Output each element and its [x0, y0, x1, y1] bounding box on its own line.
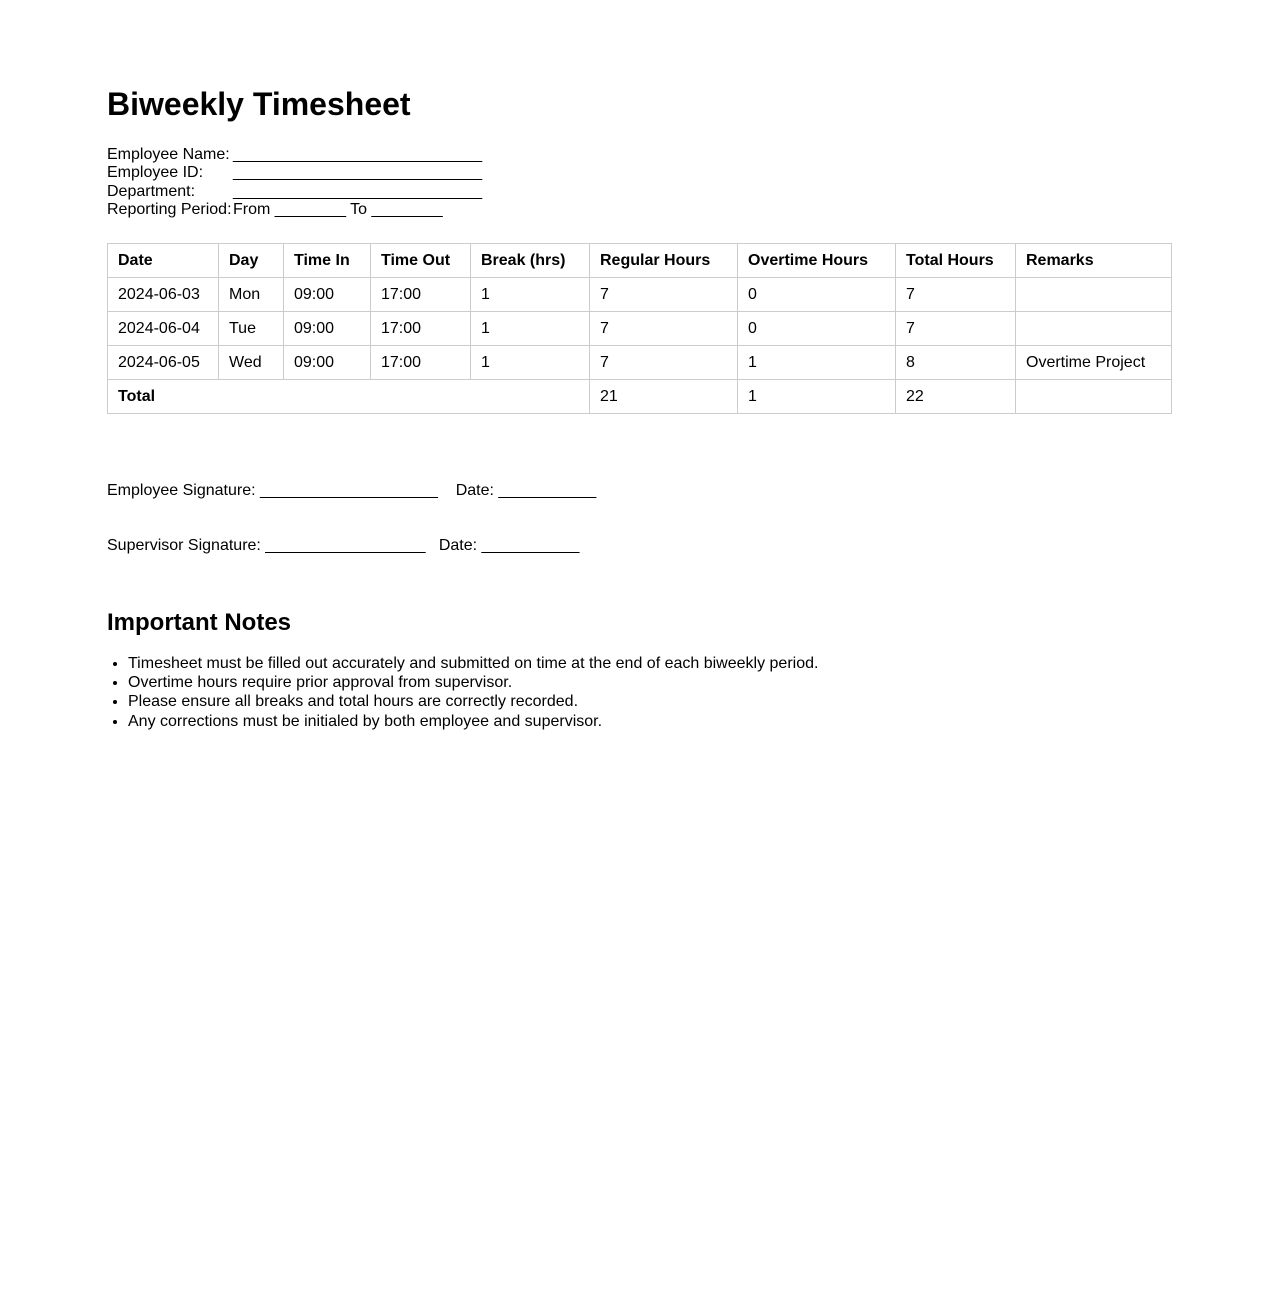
cell-time-in: 09:00: [284, 278, 371, 312]
reporting-period-fill-line: From ________ To ________: [233, 200, 443, 218]
cell-day: Tue: [219, 312, 284, 346]
cell-regular-hours: 7: [590, 346, 738, 380]
employee-signature-line: Employee Signature: ____________________ Date: ___________: [107, 482, 597, 500]
cell-overtime-hours: 0: [738, 278, 896, 312]
column-header-time-in: Time In: [284, 244, 371, 278]
employee-id-label: Employee ID:: [107, 164, 204, 182]
cell-total-hours: 7: [896, 312, 1016, 346]
list-item: • Please ensure all breaks and total hours are correctly recorded.: [128, 692, 1171, 711]
employee-name-label: Employee Name:: [107, 145, 230, 163]
header-fields: [107, 146, 1171, 220]
cell-regular-hours: 7: [590, 312, 738, 346]
cell-day: Wed: [219, 346, 284, 380]
column-header-time-out: Time Out: [371, 244, 471, 278]
cell-total-hours: 7: [896, 278, 1016, 312]
cell-time-out: 17:00: [371, 346, 471, 380]
cell-regular-hours: 7: [590, 278, 738, 312]
cell-break: 1: [471, 346, 590, 380]
department-fill-line: ____________________________: [233, 182, 483, 200]
department-label: Department:: [107, 182, 196, 200]
reporting-period-field: [107, 201, 1171, 219]
total-remarks: [1016, 380, 1172, 414]
column-header-remarks: Remarks: [1016, 244, 1172, 278]
cell-time-out: 17:00: [371, 312, 471, 346]
total-overtime-hours: 1: [738, 380, 896, 414]
cell-time-in: 09:00: [284, 346, 371, 380]
cell-date: 2024-06-03: [108, 278, 219, 312]
page-title: Biweekly Timesheet: [107, 86, 411, 122]
cell-time-out: 17:00: [371, 278, 471, 312]
total-label: Total: [108, 380, 590, 414]
list-item: • Timesheet must be filled out accurately and submitted on time at the end of each biweekly period.: [128, 654, 1171, 673]
total-total-hours: 22: [896, 380, 1016, 414]
list-item: • Any corrections must be initialed by both employee and supervisor.: [128, 712, 1171, 731]
total-regular-hours: 21: [590, 380, 738, 414]
column-header-date: Date: [108, 244, 219, 278]
timesheet-table: [107, 243, 1172, 414]
employee-id-fill-line: ____________________________: [233, 164, 483, 182]
employee-name-field: [107, 146, 1171, 164]
employee-id-field: [107, 164, 1171, 182]
cell-time-in: 09:00: [284, 312, 371, 346]
cell-break: 1: [471, 312, 590, 346]
cell-total-hours: 8: [896, 346, 1016, 380]
table-row: [108, 346, 1172, 380]
list-item: • Overtime hours require prior approval from supervisor.: [128, 673, 1171, 692]
table-row: [108, 312, 1172, 346]
cell-day: Mon: [219, 278, 284, 312]
table-row: [108, 278, 1172, 312]
signature-section: [107, 445, 1171, 574]
column-header-total-hours: Total Hours: [896, 244, 1016, 278]
cell-remarks: Overtime Project: [1016, 346, 1172, 380]
cell-remarks: [1016, 312, 1172, 346]
notes-list: [107, 654, 1171, 731]
table-total-row: [108, 380, 1172, 414]
reporting-period-label: Reporting Period:: [107, 200, 232, 218]
department-field: [107, 183, 1171, 201]
cell-remarks: [1016, 278, 1172, 312]
notes-heading: Important Notes: [107, 609, 292, 637]
employee-name-fill-line: ____________________________: [233, 145, 483, 163]
cell-date: 2024-06-05: [108, 346, 219, 380]
table-header-row: [108, 244, 1172, 278]
column-header-overtime-hours: Overtime Hours: [738, 244, 896, 278]
column-header-regular-hours: Regular Hours: [590, 244, 738, 278]
cell-overtime-hours: 0: [738, 312, 896, 346]
cell-break: 1: [471, 278, 590, 312]
column-header-day: Day: [219, 244, 284, 278]
supervisor-signature-line: Supervisor Signature: __________________ Date: ___________: [107, 537, 580, 555]
cell-date: 2024-06-04: [108, 312, 219, 346]
cell-overtime-hours: 1: [738, 346, 896, 380]
column-header-break: Break (hrs): [471, 244, 590, 278]
